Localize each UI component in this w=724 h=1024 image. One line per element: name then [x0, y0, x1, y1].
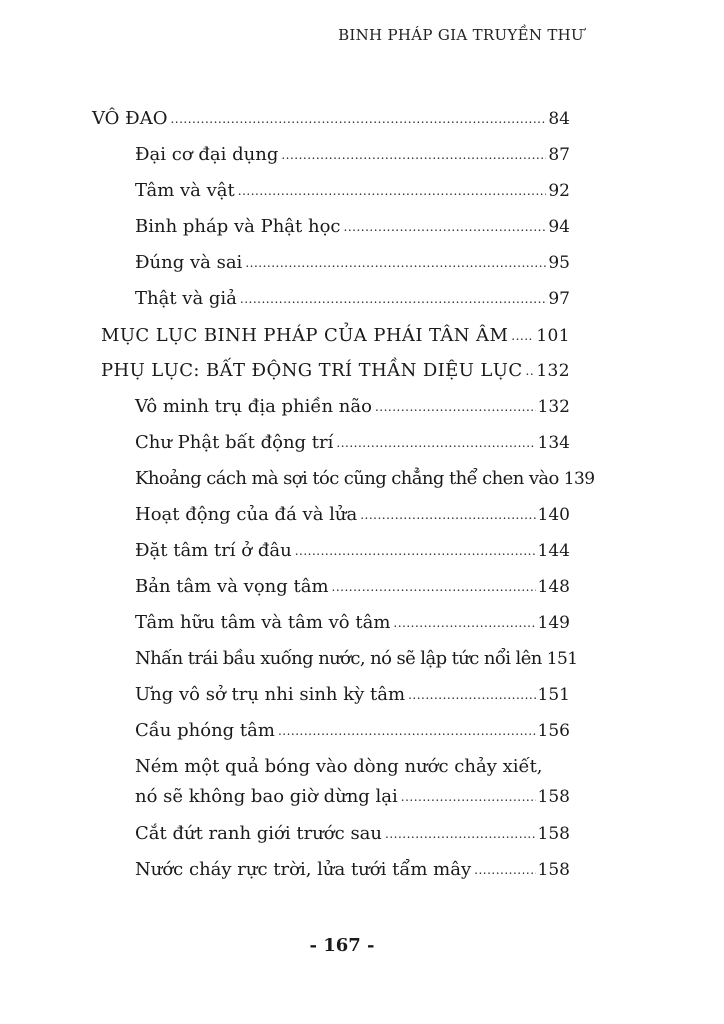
- page-number: - 167 -: [309, 935, 375, 956]
- toc-entry: [135, 825, 570, 843]
- toc-entry-title: Đại cơ đại dụng: [135, 144, 279, 165]
- toc-entry-title: Nhấn trái bầu xuống nước, nó sẽ lập tức nổi lên: [135, 648, 542, 669]
- toc-entry-title: Đặt tâm trí ở đâu: [135, 540, 292, 561]
- dot-leader: [474, 860, 535, 878]
- toc-entry-page: 140: [537, 505, 570, 525]
- toc-entry: [135, 614, 570, 632]
- toc-entry-page: 149: [537, 613, 570, 633]
- toc-entry-title: Khoảng cách mà sợi tóc cũng chẳng thể chen vào: [135, 468, 559, 489]
- toc-entry-page: 158: [537, 787, 570, 807]
- toc-entry: [135, 506, 570, 524]
- toc-entry-page: 156: [537, 721, 570, 741]
- dot-leader: [393, 613, 535, 631]
- toc-entry-page: 134: [537, 433, 570, 453]
- toc-entry: [135, 218, 570, 236]
- toc-entry-title: Đúng và sai: [135, 252, 243, 273]
- toc-entry: [135, 290, 570, 308]
- dot-leader: [245, 253, 546, 271]
- toc-entry-title: Cắt đứt ranh giới trước sau: [135, 823, 382, 844]
- toc-entry-page: 151: [546, 649, 578, 669]
- toc-entry: [135, 542, 570, 560]
- toc-entry: [135, 434, 570, 452]
- toc-entry: [135, 578, 570, 596]
- toc-entry-title: MỤC LỤC BINH PHÁP CỦA PHÁI TÂN ÂM: [101, 325, 509, 346]
- dot-leader: [332, 577, 536, 595]
- toc-entry-page: 95: [548, 253, 570, 273]
- toc-entry: [135, 648, 578, 669]
- toc-entry-page: 132: [537, 397, 570, 417]
- toc-entry: [135, 398, 570, 416]
- toc-entry: [135, 182, 570, 200]
- dot-leader: [526, 361, 535, 379]
- dot-leader: [281, 145, 546, 163]
- dot-leader: [360, 505, 535, 523]
- dot-leader: [336, 433, 535, 451]
- dot-leader: [170, 109, 546, 127]
- toc-entry: [101, 327, 570, 345]
- toc-entry-page: 148: [537, 577, 570, 597]
- dot-leader: [375, 397, 536, 415]
- toc-entry-title: Hoạt động của đá và lửa: [135, 504, 358, 525]
- toc-entry-page: 158: [537, 824, 570, 844]
- toc-entry-title: Cầu phóng tâm: [135, 720, 275, 741]
- toc-entry-title: Thật và giả: [135, 288, 237, 309]
- dot-leader: [278, 721, 536, 739]
- toc-entry-title: VÔ ĐAO: [92, 108, 168, 129]
- toc-entry-page: 84: [548, 109, 570, 129]
- toc-entry: [135, 254, 570, 272]
- toc-entry-title: Binh pháp và Phật học: [135, 216, 341, 237]
- toc-entry-page: 94: [548, 217, 570, 237]
- toc-entry-page: 158: [537, 860, 570, 880]
- running-header: BINH PHÁP GIA TRUYỀN THƯ: [338, 26, 584, 44]
- toc-entry-page: 87: [548, 145, 570, 165]
- toc-entry: [135, 758, 570, 806]
- toc-entry-page: 132: [536, 361, 570, 381]
- toc-entry-title: Vô minh trụ địa phiền não: [135, 396, 372, 417]
- toc-entry-title: Tâm và vật: [135, 180, 235, 201]
- toc-entry-title: Tâm hữu tâm và tâm vô tâm: [135, 612, 391, 633]
- dot-leader: [401, 787, 536, 805]
- toc-entry-page: 97: [548, 289, 570, 309]
- toc-entry-title: Chư Phật bất động trí: [135, 432, 334, 453]
- toc-entry-title: nó sẽ không bao giờ dừng lại: [135, 786, 398, 807]
- dot-leader: [240, 289, 546, 307]
- dot-leader: [238, 181, 547, 199]
- toc-entry: [135, 686, 570, 704]
- dot-leader: [511, 326, 534, 344]
- dot-leader: [295, 541, 536, 559]
- toc-entry: [135, 468, 595, 489]
- toc-entry-page: 92: [548, 181, 570, 201]
- toc-entry-page: 139: [563, 469, 595, 489]
- toc-entry-page: 144: [537, 541, 570, 561]
- toc-entry-title: Bản tâm và vọng tâm: [135, 576, 329, 597]
- toc-entry: [101, 362, 570, 380]
- toc-entry-page: 151: [537, 685, 570, 705]
- toc-entry: [135, 861, 570, 879]
- toc-entry-title: Nước cháy rực trời, lửa tưới tẩm mây: [135, 859, 472, 880]
- dot-leader: [344, 217, 547, 235]
- toc-entry: [135, 146, 570, 164]
- dot-leader: [385, 824, 536, 842]
- toc-entry-page: 101: [536, 326, 570, 346]
- toc-entry-title-line1: Ném một quả bóng vào dòng nước chảy xiết,: [135, 756, 543, 777]
- toc-entry-title: Ưng vô sở trụ nhi sinh kỳ tâm: [135, 684, 406, 705]
- dot-leader: [408, 685, 535, 703]
- toc-entry: [135, 722, 570, 740]
- toc-entry: [92, 110, 570, 128]
- toc-entry-line2: [135, 788, 570, 806]
- toc-entry-title: PHỤ LỤC: BẤT ĐỘNG TRÍ THẦN DIỆU LỤC: [101, 360, 523, 381]
